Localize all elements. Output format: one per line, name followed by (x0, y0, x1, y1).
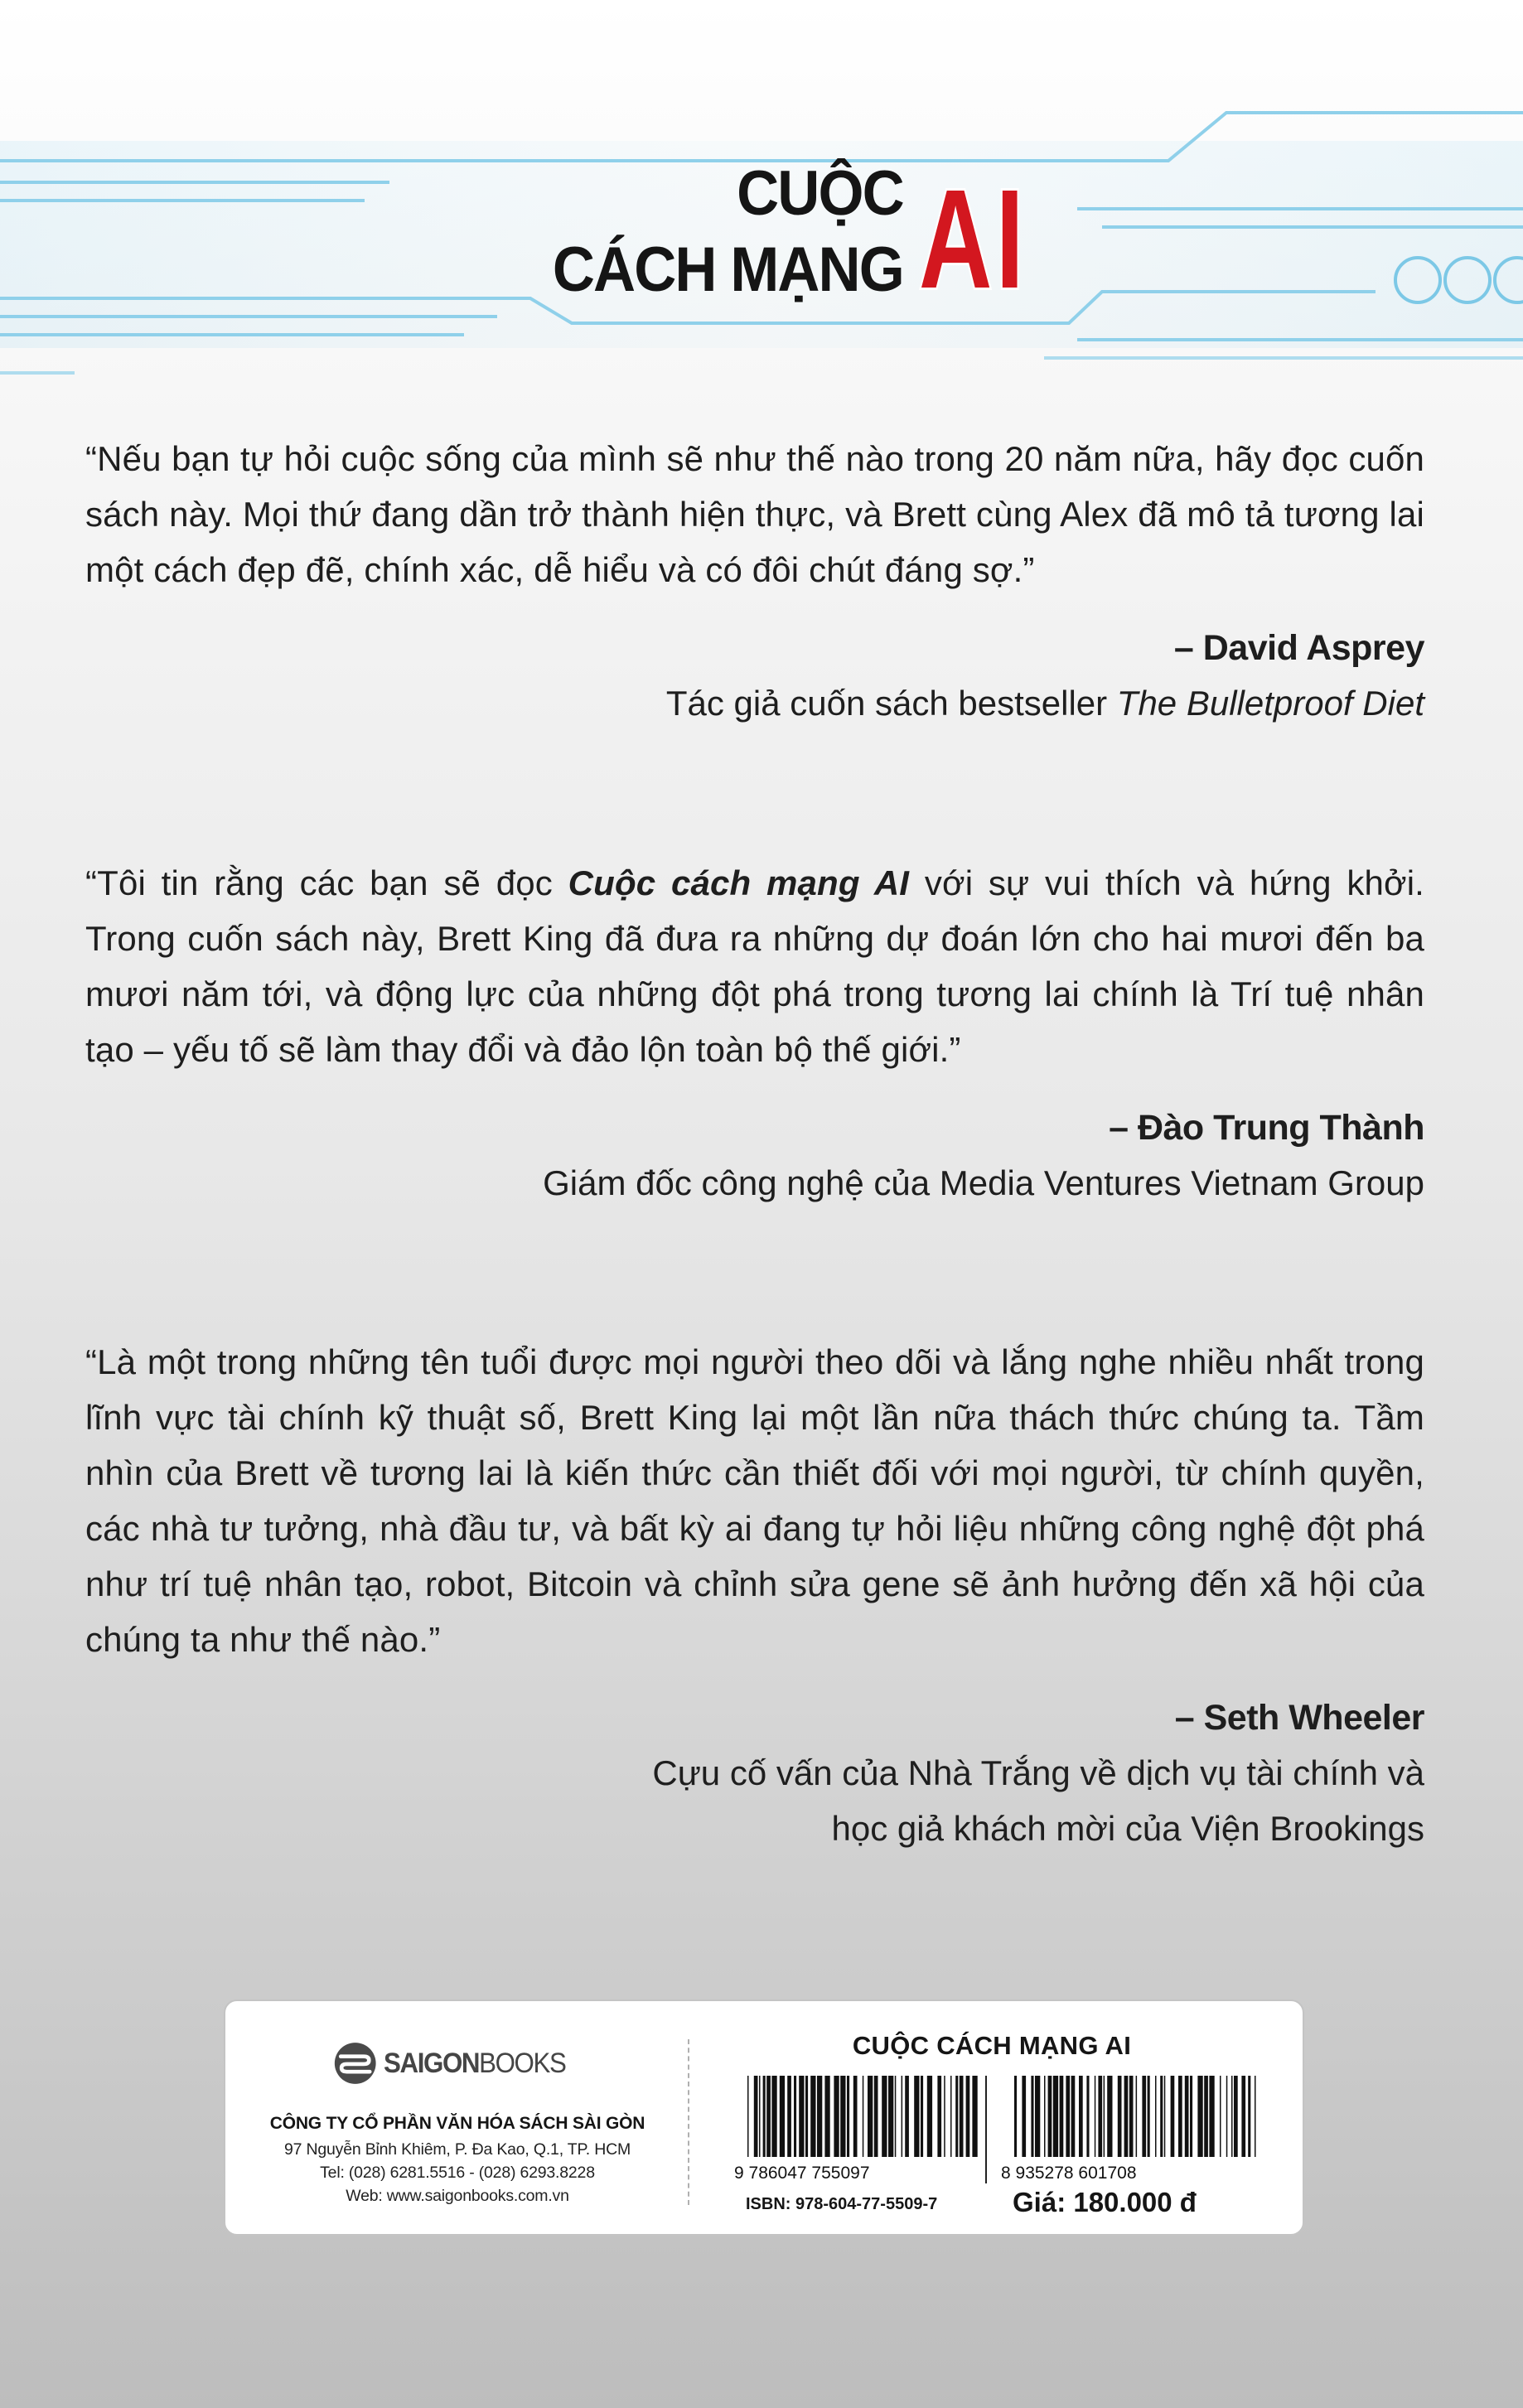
logo-text-bold: SAIGON (384, 2047, 480, 2079)
barcode-bar (1035, 2076, 1040, 2157)
publisher-phone: Tel: (028) 6281.5516 - (028) 6293.8228 (320, 2164, 595, 2182)
barcode-bar (1226, 2076, 1228, 2157)
publisher-logo (333, 2039, 582, 2087)
quote-book-title: Cuộc cách mạng AI (568, 863, 910, 902)
barcode-bar (1071, 2076, 1076, 2157)
barcode-bar (763, 2076, 766, 2157)
barcode-bar (937, 2076, 941, 2157)
role-book-title: The Bulletproof Diet (1116, 684, 1424, 723)
barcode-bar (972, 2076, 977, 2157)
barcode-bar (1107, 2076, 1112, 2157)
barcode-bar (1197, 2076, 1202, 2157)
quote-author: – David Asprey (1173, 628, 1424, 668)
barcode-bar (966, 2076, 970, 2157)
barcode-bar (1148, 2076, 1150, 2157)
barcode-bar (1155, 2076, 1157, 2157)
quote-author-role: Giám đốc công nghệ của Media Ventures Vietnam Group (543, 1163, 1424, 1202)
price: Giá: 180.000 đ (1013, 2187, 1197, 2217)
quote-block (85, 855, 1424, 1211)
barcode-column (723, 2001, 1294, 2234)
barcode-bar (766, 2076, 771, 2157)
quote-text-part: với sự vui thích và hứng khởi. Trong cuốn sách này, Brett King đã đưa ra những dự đoán lớn cho hai mươi đến ba mươi năm tới, và động lực của những đột phá trong tương lai chính là Trí tuệ nhân tạo – yếu tố sẽ làm thay đổi và đảo lộn toàn bộ thế giới.” (85, 863, 1424, 1069)
barcode-bar (834, 2076, 839, 2157)
barcode-bar (955, 2076, 958, 2157)
barcode-bar (1164, 2076, 1166, 2157)
quote-block (85, 1334, 1424, 1856)
barcode-bar (1014, 2076, 1017, 2157)
barcode-bar (921, 2076, 923, 2157)
barcode-bar (747, 2076, 749, 2157)
barcode-bar (799, 2076, 804, 2157)
barcode-bar (1185, 2076, 1189, 2157)
publisher-info-panel (224, 1999, 1304, 2236)
dashed-divider (688, 2039, 689, 2205)
isbn-barcode-digits: 9 786047 755097 (734, 2164, 870, 2183)
barcode-bar (1066, 2076, 1070, 2157)
barcode-book-title: CUỘC CÁCH MẠNG AI (852, 2031, 1132, 2060)
quote-author-role (85, 675, 1424, 731)
barcode-bar (1086, 2076, 1089, 2157)
quote-block (85, 431, 1424, 731)
barcode-bar (874, 2076, 878, 2157)
barcode-bar (1031, 2076, 1033, 2157)
role-text: Tác giả cuốn sách bestseller (665, 684, 1117, 723)
barcode-bar (1053, 2076, 1058, 2157)
publisher-logo-text (384, 2048, 565, 2080)
book-title (464, 158, 1044, 318)
barcode-bar (1104, 2076, 1105, 2157)
barcode-bar (1142, 2076, 1146, 2157)
barcode-bar (847, 2076, 849, 2157)
barcode-bar (1136, 2076, 1138, 2157)
barcode-bar (794, 2076, 796, 2157)
saigonbooks-logo-icon (333, 2039, 377, 2087)
isbn-number: ISBN: 978-604-77-5509-7 (746, 2195, 938, 2213)
barcode-bar (1231, 2076, 1233, 2157)
logo-text-light: BOOKS (479, 2047, 566, 2079)
quote-author-role-line-1: Cựu cố vấn của Nhà Trắng về dịch vụ tài chính và (652, 1753, 1424, 1792)
isbn-barcode (747, 2076, 978, 2157)
title-ai-logo: AI (918, 161, 1027, 318)
barcode-bar (1171, 2076, 1175, 2157)
quote-text (85, 1334, 1424, 1667)
barcode-bar (960, 2076, 964, 2157)
publisher-website: Web: www.saigonbooks.com.vn (346, 2187, 569, 2205)
publisher-column (225, 2001, 689, 2234)
barcode-bar (754, 2076, 758, 2157)
barcode-bar (1178, 2076, 1182, 2157)
barcode-bar (1022, 2076, 1026, 2157)
quote-text (85, 431, 1424, 597)
quote-text (85, 855, 1424, 1077)
barcodes (723, 2076, 1269, 2183)
barcode-bar (824, 2076, 829, 2157)
barcode-bar (1098, 2076, 1102, 2157)
quote-text-part: “Tôi tin rằng các bạn sẽ đọc (85, 863, 568, 902)
barcode-bar (1255, 2076, 1256, 2157)
barcode-bar (1190, 2076, 1192, 2157)
quote-author: – Seth Wheeler (1174, 1698, 1424, 1738)
barcode-bar (1129, 2076, 1134, 2157)
barcode-bar (1060, 2076, 1064, 2157)
quote-author: – Đào Trung Thành (1109, 1108, 1424, 1148)
product-barcode (1014, 2076, 1256, 2157)
barcode-bar (787, 2076, 791, 2157)
barcode-bar (1209, 2076, 1214, 2157)
barcode-bar (840, 2076, 845, 2157)
barcode-bar (805, 2076, 808, 2157)
quote-text-part: “Là một trong những tên tuổi được mọi người theo dõi và lắng nghe nhiều nhất trong lĩnh vực tài chính kỹ thuật số, Brett King lại một lần nữa thách thức chúng ta. Tầm nhìn của Brett về tương lai là kiến thức cần thiết đối với mọi người, từ chính quyền, các nhà tư tưởng, nhà đầu tư, và bất kỳ ai đang tự hỏi liệu những công nghệ đột phá như trí tuệ nhân tạo, robot, Bitcoin và chỉnh sửa gene sẽ ảnh hưởng đến xã hội của chúng ta như thế nào.” (85, 1342, 1424, 1659)
barcode-bar (950, 2076, 952, 2157)
barcode-bar (1124, 2076, 1129, 2157)
barcode-bar (863, 2076, 864, 2157)
barcode-bar (888, 2076, 893, 2157)
barcode-bar (868, 2076, 873, 2157)
barcode-bar (759, 2076, 761, 2157)
barcode-bar (1095, 2076, 1096, 2157)
product-barcode-digits: 8 935278 601708 (1001, 2164, 1137, 2183)
barcode-bar (1220, 2076, 1221, 2157)
barcode-bar (1248, 2076, 1250, 2157)
title-line-1: CUỘC (737, 158, 903, 229)
barcode-bar (817, 2076, 822, 2157)
barcode-bar (853, 2076, 858, 2157)
quote-text-part: “Nếu bạn tự hỏi cuộc sống của mình sẽ như thế nào trong 20 năm nữa, hãy đọc cuốn sách này. Mọi thứ đang dần trở thành hiện thực, và Brett cùng Alex đã mô tả tương lai một cách đẹp đẽ, chính xác, dễ hiểu và có đôi chút đáng sợ.” (85, 439, 1424, 589)
barcode-bar (927, 2076, 932, 2157)
barcode-bar (1044, 2076, 1046, 2157)
barcode-bar (810, 2076, 815, 2157)
barcode-bar (895, 2076, 897, 2157)
barcode-bar (780, 2076, 785, 2157)
barcode-bar (1079, 2076, 1083, 2157)
barcode-bar (914, 2076, 919, 2157)
title-line-2: CÁCH MẠNG (552, 235, 903, 305)
publisher-name: CÔNG TY CỔ PHẦN VĂN HÓA SÁCH SÀI GÒN (269, 2114, 645, 2133)
quote-author-role-line-2: học giả khách mời của Viện Brookings (831, 1809, 1424, 1848)
barcode-bar (1048, 2076, 1052, 2157)
publisher-address: 97 Nguyễn Bỉnh Khiêm, P. Đa Kao, Q.1, TP. HCM (283, 2140, 631, 2159)
barcode-bar (905, 2076, 909, 2157)
barcode-bar (944, 2076, 945, 2157)
barcode-bar (771, 2076, 776, 2157)
barcode-bar (1118, 2076, 1122, 2157)
barcode-bar (882, 2076, 887, 2157)
barcode-bar (1234, 2076, 1238, 2157)
barcode-bar (902, 2076, 903, 2157)
barcode-bar (1241, 2076, 1245, 2157)
barcode-bar (1204, 2076, 1208, 2157)
barcode-bar (1160, 2076, 1163, 2157)
